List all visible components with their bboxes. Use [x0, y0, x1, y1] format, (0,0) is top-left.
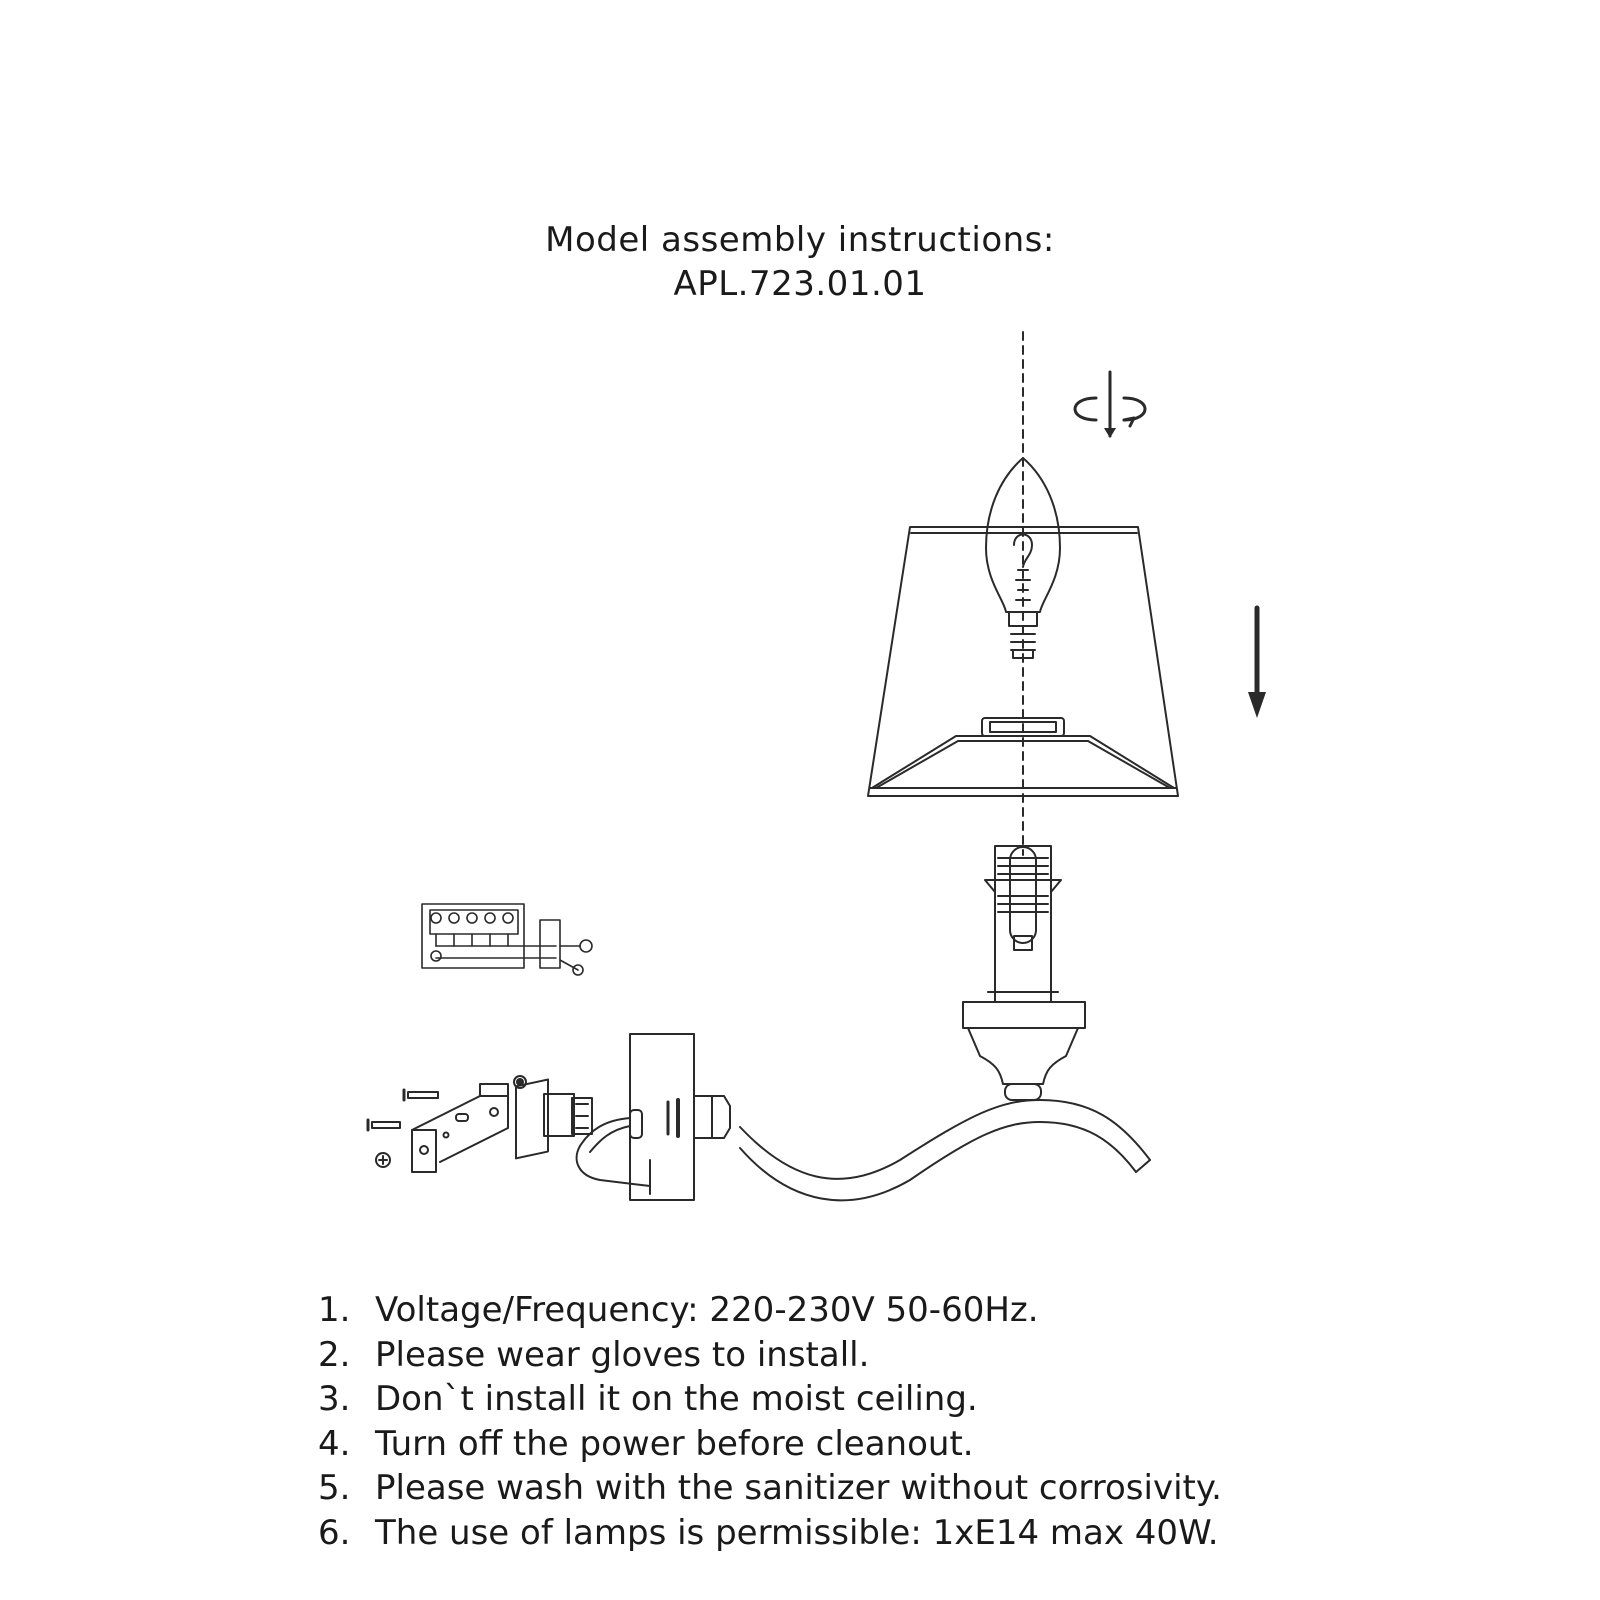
- item-number: 5.: [318, 1468, 351, 1509]
- rotate-icon: [1075, 372, 1145, 438]
- list-item: [318, 1466, 1222, 1511]
- list-item: [318, 1333, 1222, 1378]
- wall-arm: [740, 1100, 1150, 1200]
- item-number: 1.: [318, 1290, 351, 1330]
- screw-icon: [368, 1090, 438, 1167]
- list-item: [318, 1377, 1222, 1422]
- instructions-list: [318, 1288, 1222, 1556]
- item-text: Turn off the power before cleanout.: [375, 1423, 974, 1464]
- item-text: Voltage/Frequency: 220-230V 50-60Hz.: [375, 1290, 1039, 1330]
- wiring-diagram-icon: [422, 904, 592, 975]
- wall-plate: [630, 1034, 730, 1200]
- item-number: 6.: [318, 1512, 351, 1553]
- mounting-bracket: [412, 1076, 526, 1172]
- bulb-socket: [985, 846, 1061, 1002]
- item-number: 3.: [318, 1379, 351, 1420]
- list-item: [318, 1288, 1222, 1333]
- item-text: The use of lamps is permissible: 1xE14 max 40W.: [375, 1512, 1219, 1553]
- down-arrow-icon: [1248, 608, 1266, 718]
- item-text: Don`t install it on the moist ceiling.: [375, 1379, 978, 1420]
- list-item: [318, 1422, 1222, 1467]
- list-item: [318, 1511, 1222, 1556]
- item-text: Please wash with the sanitizer without corrosivity.: [375, 1468, 1222, 1509]
- model-number: APL.723.01.01: [673, 264, 927, 304]
- item-number: 2.: [318, 1334, 351, 1375]
- diagram-title: Model assembly instructions:: [545, 220, 1055, 260]
- item-text: Please wear gloves to install.: [375, 1334, 870, 1375]
- item-number: 4.: [318, 1423, 351, 1464]
- lamp-cup: [963, 1002, 1085, 1100]
